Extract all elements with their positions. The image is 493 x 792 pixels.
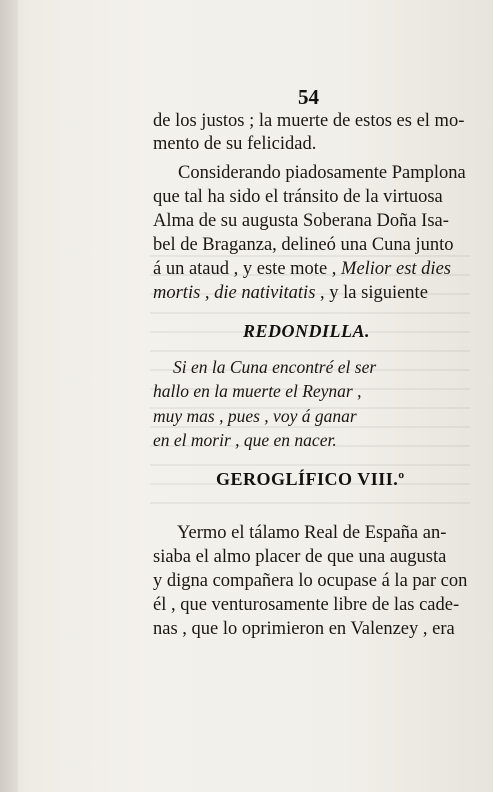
paragraph-3-line-2: siaba el almo placer de que una augusta xyxy=(153,547,447,567)
motto-line-2 xyxy=(153,282,428,304)
paragraph-2-line-5-text: á un ataud , y este mote , xyxy=(153,259,337,279)
verse-line-4: en el morir , que en nacer. xyxy=(153,430,337,450)
paragraph-2-line-2: que tal ha sido el tránsito de la virtuosa xyxy=(153,187,443,207)
paragraph-1-line-2: mento de su felicidad. xyxy=(153,134,317,154)
paragraph-2-line-1: Considerando piadosamente Pamplona xyxy=(178,163,466,183)
latin-motto-part-1: Melior est dies xyxy=(341,259,451,279)
paragraph-3-line-4: él , que venturosamente libre de las cade- xyxy=(153,595,460,615)
verse-line-3: muy mas , pues , voy á ganar xyxy=(153,406,357,426)
heading-redondilla: REDONDILLA. xyxy=(243,321,371,341)
paragraph-3-line-1: Yermo el tálamo Real de España an- xyxy=(177,523,447,543)
page-number: 54 xyxy=(298,85,319,109)
paragraph-3-line-5: nas , que lo oprimieron en Valenzey , era xyxy=(153,619,455,639)
paragraph-2-line-3: Alma de su augusta Soberana Doña Isa- xyxy=(153,211,449,231)
verse-line-1: Si en la Cuna encontré el ser xyxy=(173,357,377,377)
verse-line-2: hallo en la muerte el Reynar , xyxy=(153,381,362,401)
paragraph-1-line-1: de los justos ; la muerte de estos es el mo- xyxy=(153,111,465,131)
paragraph-2-line-4: bel de Braganza, delineó una Cuna junto xyxy=(153,235,454,255)
heading-geroglifico: GEROGLÍFICO VIII.º xyxy=(216,469,405,489)
paragraph-3-line-3: y digna compañera lo ocupase á la par con xyxy=(153,571,468,591)
motto-tail-text: , y la siguiente xyxy=(320,283,428,303)
latin-motto-part-2: mortis , die nativitatis xyxy=(153,283,316,303)
page-gutter xyxy=(0,0,18,792)
paragraph-2-line-5-start xyxy=(153,258,451,280)
